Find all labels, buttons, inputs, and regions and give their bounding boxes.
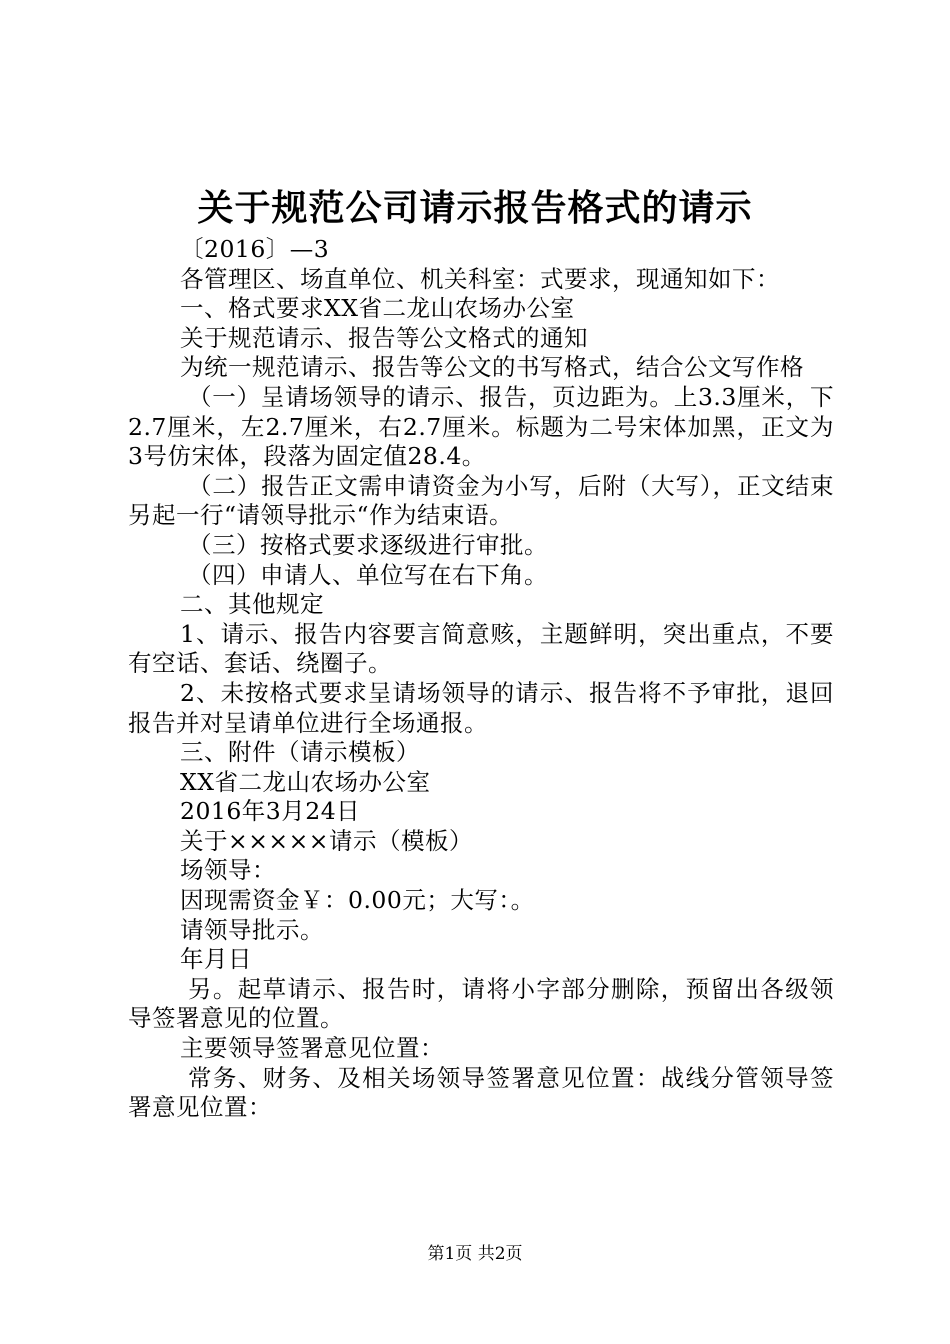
section-heading-other: 二、其他规定 — [180, 590, 324, 619]
template-title: 关于×××××请示（模板） — [180, 826, 473, 855]
paragraph-note: 另。起草请示、报告时，请将小字部分删除，预留出各级领导签署意见的位置。 — [128, 974, 834, 1033]
date-line: 2016年3月24日 — [180, 797, 361, 826]
notice-title: 关于规范请示、报告等公文格式的通知 — [180, 323, 588, 352]
paragraph-item-1: （一）呈请场领导的请示、报告，页边距为。上3.3厘米，下2.7厘米，左2.7厘米，右2.7厘米。标题为二号宋体加黑，正文为3号仿宋体，段落为固定值28.4。 — [128, 382, 834, 471]
paragraph-item-4: （四）申请人、单位写在右下角。 — [188, 560, 548, 589]
signature-other-leaders: 常务、财务、及相关场领导签署意见位置：战线分管领导签署意见位置： — [128, 1063, 834, 1122]
paragraph-rule-2: 2、未按格式要求呈请场领导的请示、报告将不予审批，退回报告并对呈请单位进行全场通报。 — [128, 678, 834, 737]
section-heading-attachment: 三、附件（请示模板） — [180, 738, 420, 767]
section-heading-format: 一、格式要求XX省二龙山农场办公室 — [180, 294, 575, 323]
paragraph-item-3: （三）按格式要求逐级进行审批。 — [188, 530, 548, 559]
template-closing: 请领导批示。 — [180, 915, 324, 944]
page-footer: 第1页 共2页 — [427, 1244, 523, 1264]
paragraph-rule-1: 1、请示、报告内容要言简意赅，主题鲜明，突出重点，不要有空话、套话、绕圈子。 — [128, 619, 834, 678]
document-body — [128, 235, 834, 1123]
paragraph-item-2: （二）报告正文需申请资金为小写，后附（大写），正文结束另起一行“请领导批示“作为结束语。 — [128, 471, 834, 530]
issuer-line: XX省二龙山农场办公室 — [180, 767, 431, 796]
recipients-line: 各管理区、场直单位、机关科室：式要求，现通知如下： — [180, 264, 780, 293]
document-title: 关于规范公司请示报告格式的请示 — [197, 188, 753, 229]
template-amount: 因现需资金￥：0.00元；大写：。 — [180, 886, 535, 915]
template-salutation: 场领导： — [180, 856, 276, 885]
paragraph-purpose: 为统一规范请示、报告等公文的书写格式，结合公文写作格 — [180, 353, 804, 382]
signature-main-leader: 主要领导签署意见位置： — [180, 1034, 444, 1063]
document-number: 〔2016〕—3 — [180, 235, 330, 263]
template-date: 年月日 — [180, 945, 252, 974]
